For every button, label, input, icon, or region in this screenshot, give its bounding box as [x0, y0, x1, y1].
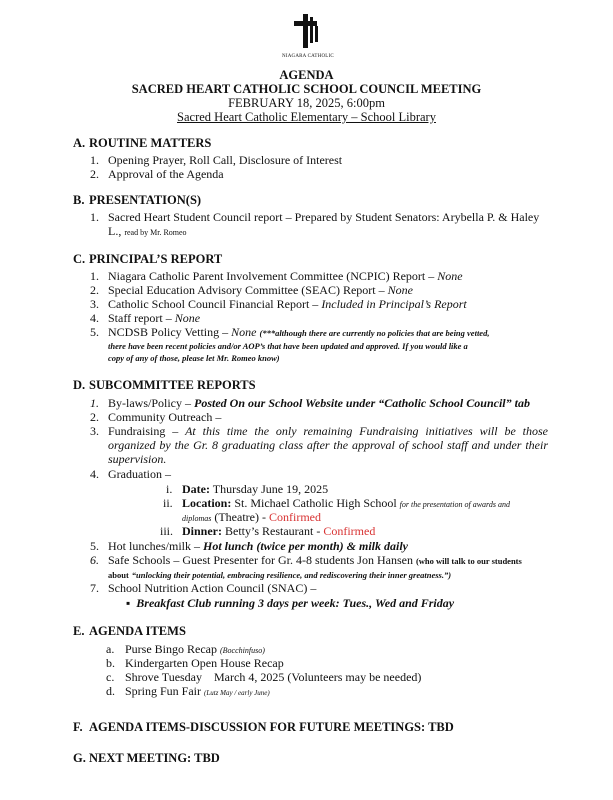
item-text: Purse Bingo Recap: [125, 642, 217, 656]
item-number: d.: [106, 684, 115, 698]
confirmed-status: Confirmed: [323, 524, 376, 538]
sub-item-number: ii.: [163, 496, 173, 510]
item-text: Catholic School Council Financial Report –: [108, 297, 319, 311]
item-number: 2.: [90, 410, 99, 424]
item-number: 3.: [90, 424, 99, 438]
item-status: Posted On our School Website under “Catholic School Council” tab: [194, 396, 530, 410]
item-note: (Lutz May / early June): [204, 689, 270, 697]
section-title: AGENDA ITEMS-DISCUSSION FOR FUTURE MEETINGS: TBD: [89, 720, 454, 734]
meeting-title: SACRED HEART CATHOLIC SCHOOL COUNCIL MEETING: [131, 82, 482, 96]
logo-text: NIAGARA CATHOLIC: [282, 54, 334, 59]
sub-item-text: (Theatre) -: [214, 510, 266, 524]
section-letter: G.: [73, 751, 86, 765]
item-text: Special Education Advisory Committee (SEAC) Report –: [108, 283, 385, 297]
section-e-item-b: Kindergarten Open House Recap: [125, 656, 284, 670]
section-letter: F.: [73, 720, 83, 734]
section-title: NEXT MEETING: TBD: [89, 751, 220, 765]
sub-item-label: Dinner:: [182, 524, 222, 538]
section-title: AGENDA ITEMS: [89, 624, 186, 638]
item-number: 2.: [90, 283, 99, 297]
section-e-item-d: [125, 684, 270, 700]
section-letter: C.: [73, 252, 86, 266]
item-quote: “unlocking their potential, embracing resilience, and rediscovering their inner greatness.”): [131, 570, 452, 580]
section-a-item-1: Opening Prayer, Roll Call, Disclosure of Interest: [108, 153, 343, 167]
item-number: c.: [106, 670, 115, 684]
snac-bullet-item: [126, 596, 454, 610]
section-g-heading: [73, 751, 220, 766]
item-number: 1.: [90, 396, 99, 410]
section-a-heading: [73, 136, 211, 151]
section-b-heading: [73, 193, 201, 208]
sub-item-text: St. Michael Catholic High School: [234, 496, 397, 510]
item-number: a.: [106, 642, 115, 656]
item-text: Spring Fun Fair: [125, 684, 202, 698]
sub-item-text: Betty’s Restaurant -: [225, 524, 321, 538]
item-note: (Bocchinfuso): [220, 646, 265, 655]
item-number: 1.: [90, 269, 99, 283]
section-d-heading: [73, 378, 256, 393]
section-d-item-1: [108, 396, 530, 410]
school-board-logo: [280, 14, 336, 60]
sub-item-note: for the presentation of awards and: [399, 500, 510, 509]
sub-item-number: i.: [166, 482, 173, 496]
sub-item-text: Thursday June 19, 2025: [212, 482, 329, 496]
section-title: ROUTINE MATTERS: [89, 136, 212, 150]
cross-logo-icon: [290, 14, 326, 48]
item-status: None: [387, 283, 413, 297]
sub-item-label: Date:: [182, 482, 210, 496]
section-c-item-4: [108, 311, 200, 325]
agenda-heading: AGENDA: [279, 68, 334, 82]
item-number: 7.: [90, 581, 99, 595]
confirmed-status: Confirmed: [268, 510, 321, 524]
section-d-item-6: [108, 553, 522, 568]
item-number: 5.: [90, 539, 99, 553]
sub-item-note: diplomas: [182, 514, 212, 523]
section-d-item-3-cont-2: supervision.: [108, 452, 167, 466]
item-note: At this time the only remaining Fundraising initiatives will be those: [185, 424, 548, 438]
item-number: 3.: [90, 297, 99, 311]
section-d-item-3-cont: organized by the Gr. 8 graduating class after the approval of school staff and under their: [108, 438, 548, 452]
item-number: 2.: [90, 167, 99, 181]
item-note: (***although there are currently no policies that are being vetted,: [259, 328, 490, 338]
section-letter: D.: [73, 378, 86, 392]
item-number: 6.: [90, 553, 99, 567]
item-number: 5.: [90, 325, 99, 339]
section-letter: E.: [73, 624, 85, 638]
section-b-item-1-cont: [108, 224, 187, 240]
section-e-item-c: Shrove Tuesday March 4, 2025 (Volunteers may be needed): [125, 670, 422, 684]
section-d-item-5: [108, 539, 408, 553]
bullet-text: Breakfast Club running 3 days per week: Tues., Wed and Friday: [136, 596, 455, 610]
section-d-item-4: Graduation –: [108, 467, 171, 481]
item-number: 1.: [90, 210, 99, 224]
sub-item-number: iii.: [160, 524, 174, 538]
item-note: (who will talk to our students: [415, 556, 522, 566]
section-a-item-2: Approval of the Agenda: [108, 167, 224, 181]
section-c-item-1: [108, 269, 463, 283]
meeting-location-row: [0, 110, 613, 124]
section-b-item-1: Sacred Heart Student Council report – Prepared by Student Senators: Arybella P. & Haley: [108, 210, 540, 224]
item-number: 4.: [90, 467, 99, 481]
section-c-item-5: [108, 325, 489, 340]
item-text: L.,: [108, 224, 122, 238]
section-c-item-3: [108, 297, 467, 311]
section-letter: A.: [73, 136, 86, 150]
sub-item-label: Location:: [182, 496, 232, 510]
item-text: Staff report –: [108, 311, 172, 325]
section-d-item-3: [108, 424, 548, 438]
item-note: about: [108, 570, 129, 580]
item-text: Niagara Catholic Parent Involvement Committee (NCPIC) Report –: [108, 269, 435, 283]
item-status: Hot lunch (twice per month) & milk daily: [203, 539, 409, 553]
item-text: NCDSB Policy Vetting –: [108, 325, 229, 339]
section-title: PRESENTATION(S): [89, 193, 202, 207]
section-f-heading: [73, 720, 454, 735]
item-text: Hot lunches/milk –: [108, 539, 200, 553]
section-title: SUBCOMMITTEE REPORTS: [89, 378, 256, 392]
graduation-dinner: [182, 524, 375, 538]
section-title: PRINCIPAL’S REPORT: [89, 252, 223, 266]
graduation-date: [182, 482, 328, 496]
section-d-item-7: School Nutrition Action Council (SNAC) –: [108, 581, 317, 595]
item-number: 4.: [90, 311, 99, 325]
item-note: read by Mr. Romeo: [124, 228, 187, 237]
section-e-heading: [73, 624, 186, 639]
section-d-item-6-cont: [108, 567, 451, 582]
item-number: b.: [106, 656, 115, 670]
section-c-item-5-note-2: there have been recent policies and/or AOP’s that have been updated and approved. If you would like a: [108, 341, 468, 351]
item-text: Fundraising –: [108, 424, 179, 438]
meeting-date: FEBRUARY 18, 2025, 6:00pm: [228, 96, 385, 110]
item-number: 1.: [90, 153, 99, 167]
meeting-location: Sacred Heart Catholic Elementary – School Library: [177, 110, 436, 124]
section-letter: B.: [73, 193, 85, 207]
item-text: Safe Schools – Guest Presenter for Gr. 4-8 students Jon Hansen: [108, 553, 413, 567]
section-c-heading: [73, 252, 222, 267]
item-status: None: [174, 311, 201, 325]
item-status: None: [231, 325, 257, 339]
bullet-icon: ▪: [126, 596, 131, 610]
item-text: By-laws/Policy –: [108, 396, 191, 410]
item-status: Included in Principal’s Report: [321, 297, 467, 311]
section-d-item-2: Community Outreach –: [108, 410, 222, 424]
section-c-item-5-note-3: copy of any of those, please let Mr. Romeo know): [108, 353, 280, 363]
item-status: None: [437, 269, 463, 283]
section-c-item-2: [108, 283, 413, 297]
